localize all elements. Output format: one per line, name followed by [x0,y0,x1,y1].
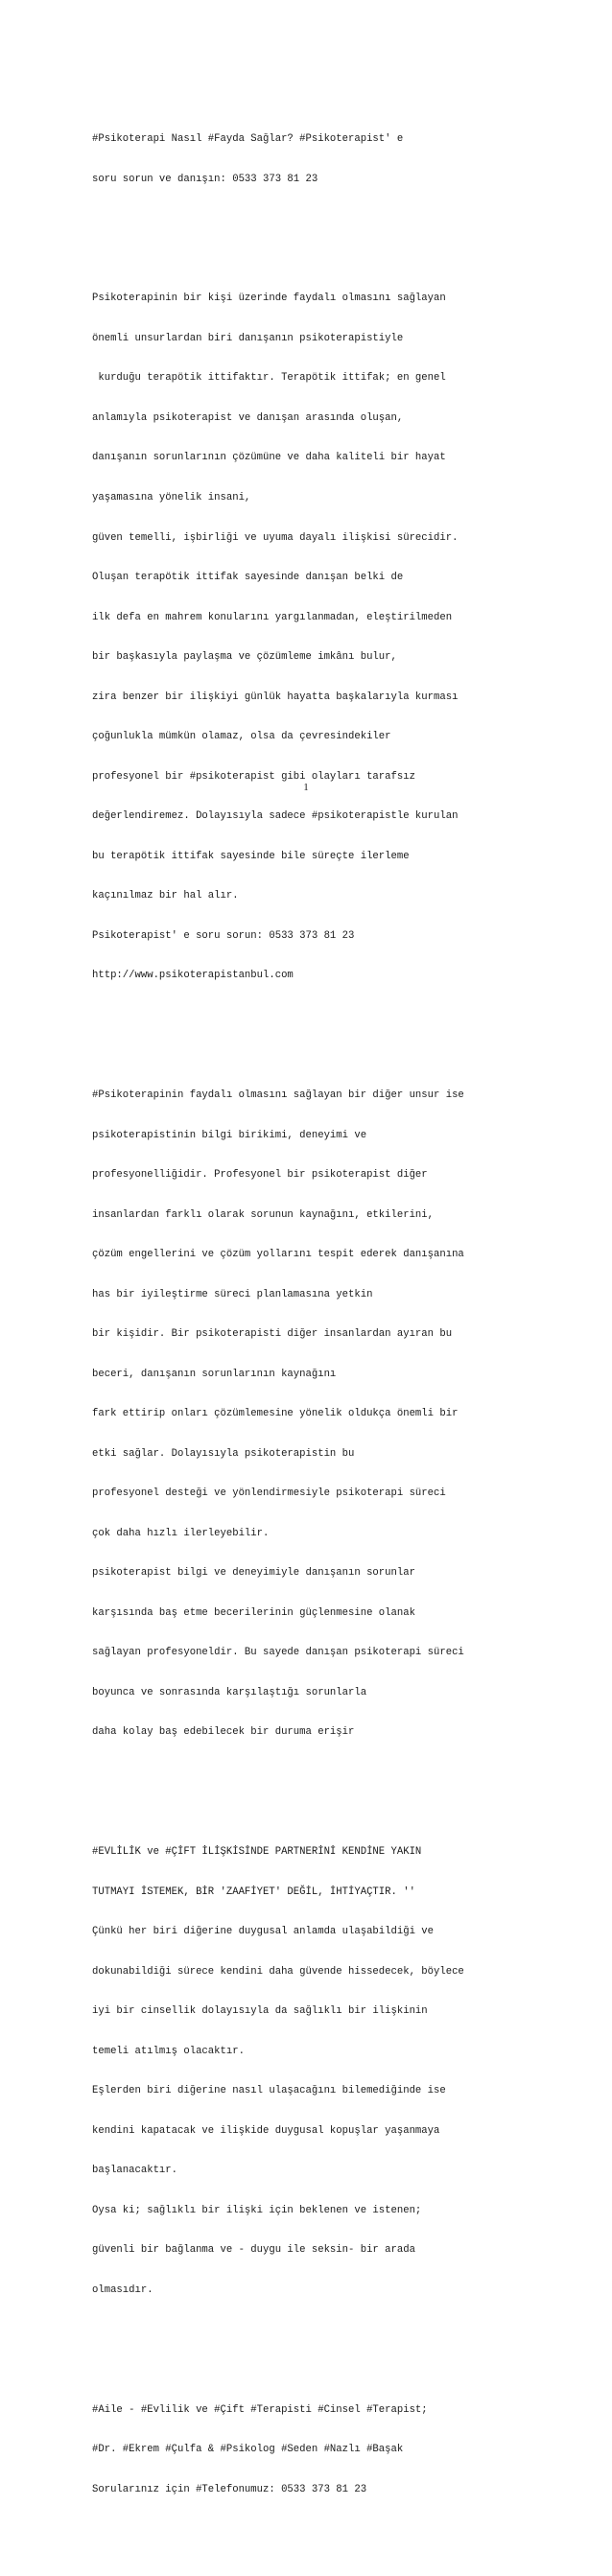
paragraph-therapeutic-alliance [92,267,591,1010]
text-line: #Psikoterapi Nasıl #Fayda Sağlar? #Psikoterapist' e [92,133,404,146]
text-line: yaşamasına yönelik insani, [92,492,251,503]
paragraph-intro [92,107,591,214]
text-line: beceri, danışanın sorunlarının kaynağını [92,1368,337,1380]
text-line: kendini kapatacak ve ilişkide duygusal kopuşlar yaşanmaya [92,2124,440,2137]
text-line: profesyonel bir #psikoterapist gibi olayları tarafsız [92,770,415,783]
text-line: kaçınılmaz bir hal alır. [92,890,239,902]
text-line: bir başkasıyla paylaşma ve çözümleme imkânı bulur, [92,651,397,664]
text-line: dokunabildiği sürece kendini daha güvende hissedecek, böylece [92,1965,464,1978]
text-line: çoğunlukla mümkün olamaz, olsa da çevresindekiler [92,731,391,743]
text-line: Sorularınız için #Telefonumuz: 0533 373 81 23 [92,2483,367,2495]
text-line: ilk defa en mahrem konularını yargılanmadan, eleştirilmeden [92,611,453,623]
text-line: Psikoterapist' e soru sorun: 0533 373 81 23 [92,929,355,942]
text-line: kurduğu terapötik ittifaktır. Terapötik ittifak; en genel [92,372,446,385]
document-body [92,67,591,2576]
paragraph-marriage [92,1819,591,2324]
text-line: profesyonelliğidir. Profesyonel bir psikoterapist diğer [92,1169,428,1182]
text-line: danışanın sorunlarının çözümüne ve daha kaliteli bir hayat [92,452,446,464]
text-line: değerlendiremez. Dolayısıyla sadece #psikoterapistle kurulan [92,810,459,823]
text-line: #EVLİLİK ve #ÇİFT İLİŞKİSİNDE PARTNERİNİ KENDİNE YAKIN [92,1846,422,1859]
text-line: sağlayan profesyoneldir. Bu sayede danışan psikoterapi süreci [92,1647,464,1659]
text-line: başlanacaktır. [92,2165,178,2177]
text-line: profesyonel desteği ve yönlendirmesiyle psikoterapi süreci [92,1487,446,1500]
text-line: zira benzer bir ilişkiyi günlük hayatta başkalarıyla kurması [92,691,459,703]
text-line: #Dr. #Ekrem #Çulfa & #Psikolog #Seden #Nazlı #Başak [92,2444,404,2456]
text-line: bir kişidir. Bir psikoterapisti diğer insanlardan ayıran bu [92,1328,453,1341]
text-line: fark ettirip onları çözümlemesine yönelik oldukça önemli bir [92,1408,459,1420]
text-line: daha kolay baş edebilecek bir duruma erişir [92,1726,355,1739]
text-line: çok daha hızlı ilerleyebilir. [92,1527,270,1539]
text-line: bu terapötik ittifak sayesinde bile süreçte ilerleme [92,850,410,862]
text-line: anlamıyla psikoterapist ve danışan arasında oluşan, [92,411,404,424]
text-line: karşısında baş etme becerilerinin güçlenmesine olanak [92,1606,415,1619]
text-line: güven temelli, işbirliği ve uyuma dayalı ilişkisi sürecidir. [92,531,459,544]
text-line: soru sorun ve danışın: 0533 373 81 23 [92,173,318,185]
website-link[interactable]: http://www.psikoterapistanbul.com [92,970,294,982]
text-line: güvenli bir bağlanma ve - duygu ile seksin- bir arada [92,2244,415,2257]
text-line: boyunca ve sonrasında karşılaştığı sorunlarla [92,1686,367,1698]
text-line: temeli atılmış olacaktır. [92,2045,245,2057]
text-line: iyi bir cinsellik dolayısıyla da sağlıklı bir ilişkinin [92,2005,428,2018]
text-line: TUTMAYI İSTEMEK, BİR 'ZAAFİYET' DEĞİL, İHTİYAÇTIR. '' [92,1885,415,1898]
text-line: #Aile - #Evlilik ve #Çift #Terapisti #Cinsel #Terapist; [92,2403,428,2416]
text-line: etki sağlar. Dolayısıyla psikoterapistin bu [92,1447,355,1460]
page-number: 1 [303,782,309,793]
text-line: Eşlerden biri diğerine nasıl ulaşacağını bilemediğinde ise [92,2085,446,2097]
text-line: çözüm engellerini ve çözüm yollarını tespit ederek danışanına [92,1249,464,1261]
text-line: insanlardan farklı olarak sorunun kaynağını, etkilerini, [92,1208,435,1221]
text-line: önemli unsurlardan biri danışanın psikoterapistiyle [92,332,404,344]
text-line: olmasıdır. [92,2283,153,2296]
text-line: Oluşan terapötik ittifak sayesinde danışan belki de [92,572,404,584]
text-line: psikoterapistinin bilgi birikimi, deneyimi ve [92,1129,367,1141]
paragraph-contact [92,2377,591,2523]
paragraph-therapist-expertise [92,1063,591,1767]
text-line: Psikoterapinin bir kişi üzerinde faydalı olmasını sağlayan [92,293,446,305]
text-line: has bir iyileştirme süreci planlamasına yetkin [92,1288,373,1300]
text-line: #Psikoterapinin faydalı olmasını sağlayan bir diğer unsur ise [92,1089,464,1101]
text-line: psikoterapist bilgi ve deneyimiyle danışanın sorunlar [92,1567,415,1580]
text-line: Oysa ki; sağlıklı bir ilişki için beklenen ve istenen; [92,2204,422,2216]
text-line: Çünkü her biri diğerine duygusal anlamda ulaşabildiği ve [92,1926,435,1938]
